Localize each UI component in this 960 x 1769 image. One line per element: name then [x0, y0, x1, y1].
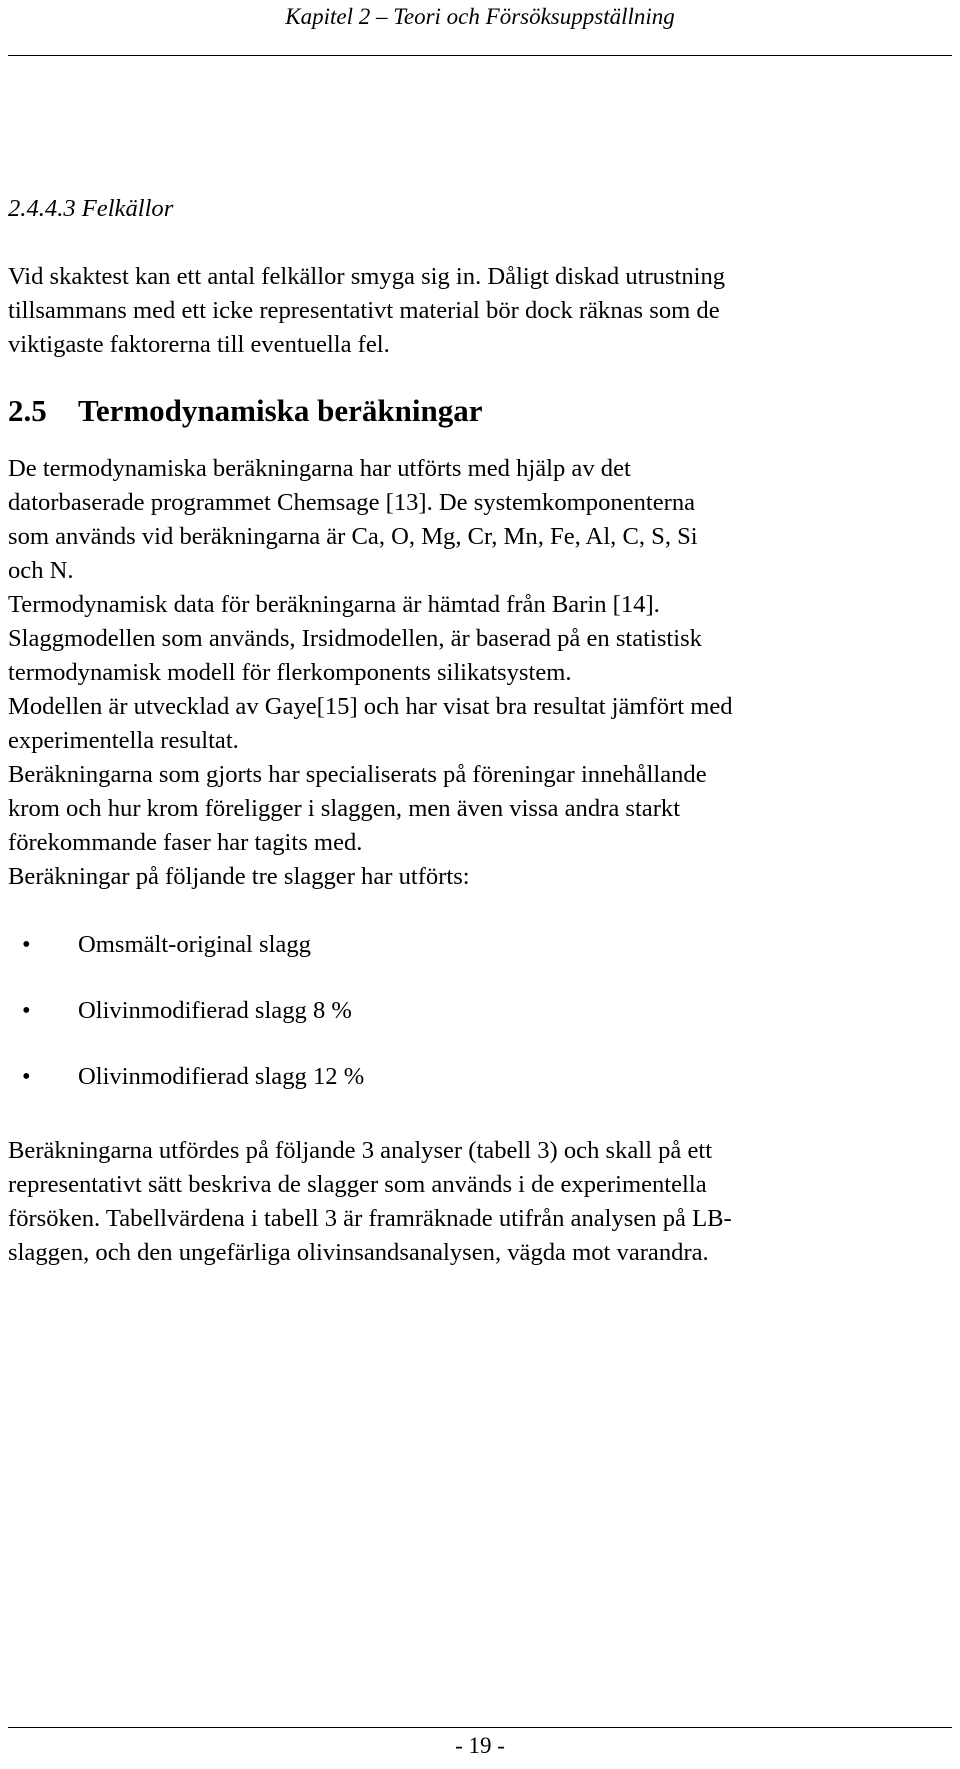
- page-body: [8, 192, 938, 1270]
- bullet-icon: •: [22, 997, 31, 1024]
- text-line: De termodynamiska beräkningarna har utförts med hjälp av det: [8, 455, 631, 482]
- text-line: Beräkningarna utfördes på följande 3 analyser (tabell 3) och skall på ett: [8, 1137, 713, 1164]
- text-line: termodynamisk modell för flerkomponents silikatsystem.: [8, 659, 572, 686]
- text-line: datorbaserade programmet Chemsage [13]. De systemkomponenterna: [8, 489, 696, 516]
- page-header: [0, 0, 960, 60]
- page-footer: [0, 1720, 960, 1769]
- text-line: slaggen, och den ungefärliga olivinsandsanalysen, vägda mot varandra.: [8, 1239, 709, 1266]
- section-paragraph: [8, 452, 938, 894]
- text-line: som används vid beräkningarna är Ca, O, Mg, Cr, Mn, Fe, Al, C, S, Si: [8, 523, 698, 550]
- text-line: Modellen är utvecklad av Gaye[15] och har visat bra resultat jämfört med: [8, 693, 733, 720]
- section-number: 2.5: [8, 393, 47, 428]
- subsection-paragraph: [8, 260, 938, 362]
- list-item: [8, 928, 938, 994]
- page-number: - 19 -: [455, 1733, 505, 1758]
- text-line: experimentella resultat.: [8, 727, 239, 754]
- list-item: [8, 1060, 938, 1126]
- section-title: Termodynamiska beräkningar: [78, 393, 483, 428]
- text-line: viktigaste faktorerna till eventuella fel.: [8, 331, 390, 358]
- text-line: Beräkningar på följande tre slagger har utförts:: [8, 863, 470, 890]
- bullet-icon: •: [22, 931, 31, 958]
- text-line: Termodynamisk data för beräkningarna är hämtad från Barin [14].: [8, 591, 660, 618]
- slag-list: [8, 928, 938, 1126]
- text-line: tillsammans med ett icke representativt material bör dock räknas som de: [8, 297, 720, 324]
- list-item-label: Olivinmodifierad slagg 8 %: [78, 997, 352, 1024]
- subsection-heading: 2.4.4.3 Felkällor: [8, 195, 174, 222]
- text-line: försöken. Tabellvärdena i tabell 3 är framräknade utifrån analysen på LB-: [8, 1205, 732, 1232]
- running-title: Kapitel 2 – Teori och Försöksuppställning: [285, 4, 675, 29]
- text-line: förekommande faser har tagits med.: [8, 829, 363, 856]
- list-item-label: Omsmält-original slagg: [78, 931, 311, 958]
- section-heading: [8, 392, 938, 430]
- list-item: [8, 994, 938, 1060]
- text-line: och N.: [8, 557, 74, 584]
- text-line: krom och hur krom föreligger i slaggen, men även vissa andra starkt: [8, 795, 681, 822]
- bullet-icon: •: [22, 1063, 31, 1090]
- header-divider: [8, 55, 952, 56]
- footer-divider: [8, 1727, 952, 1728]
- text-line: Slaggmodellen som används, Irsidmodellen, är baserad på en statistisk: [8, 625, 702, 652]
- closing-paragraph: [8, 1134, 938, 1270]
- text-line: Vid skaktest kan ett antal felkällor smyga sig in. Dåligt diskad utrustning: [8, 263, 726, 290]
- list-item-label: Olivinmodifierad slagg 12 %: [78, 1063, 365, 1090]
- text-line: representativt sätt beskriva de slagger som används i de experimentella: [8, 1171, 707, 1198]
- text-line: Beräkningarna som gjorts har specialiserats på föreningar innehållande: [8, 761, 707, 788]
